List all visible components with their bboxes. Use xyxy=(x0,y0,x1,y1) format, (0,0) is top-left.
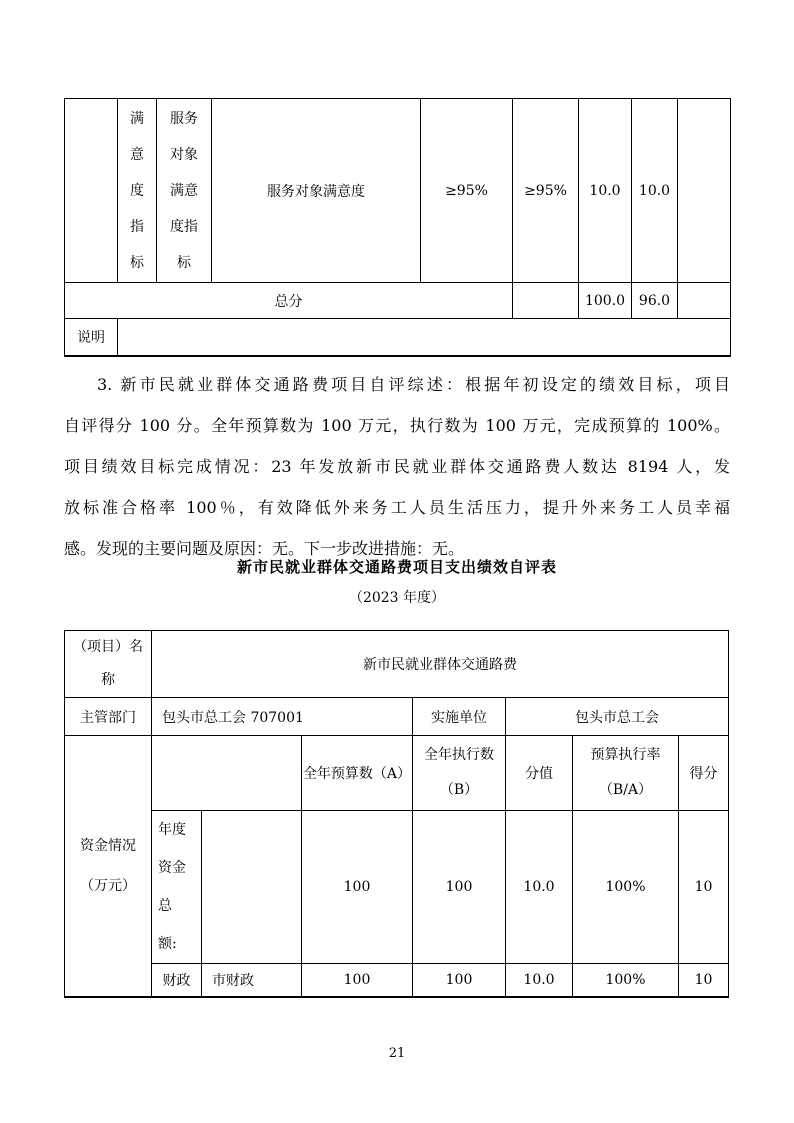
execution-header-cell xyxy=(413,736,506,811)
self-evaluation-summary xyxy=(64,364,730,569)
summary-line: 项目绩效目标完成情况：23 年发放新市民就业群体交通路费人数达 8194 人，发 xyxy=(64,457,730,476)
annual-total-label-line: 额: xyxy=(158,936,177,952)
finance-sublabel-cell: 市财政 xyxy=(202,964,302,997)
project-name-value-cell: 新市民就业群体交通路费 xyxy=(152,631,729,698)
actual-value-cell: ≥95% xyxy=(513,99,579,283)
subcategory-line: 度指 xyxy=(170,218,198,235)
note-content-cell xyxy=(118,319,731,356)
finance-label-cell: 财政 xyxy=(152,964,202,997)
summary-line: 3. 新市民就业群体交通路费项目自评综述：根据年初设定的绩效目标，项目 xyxy=(97,375,730,394)
score-cell: 10.0 xyxy=(579,99,632,283)
points-header-cell: 得分 xyxy=(679,736,729,811)
indicator-row xyxy=(65,99,731,283)
category-line: 满 xyxy=(130,110,144,127)
category-line: 意 xyxy=(130,146,144,163)
category-line: 度 xyxy=(130,182,144,199)
project-name-label-line: 称 xyxy=(101,672,115,688)
summary-line: 自评得分 100 分。全年预算数为 100 万元，执行数为 100 万元，完成预算的 100%。 xyxy=(64,416,730,435)
competent-dept-label-cell: 主管部门 xyxy=(65,698,152,736)
finance-points-cell: 10 xyxy=(679,964,729,997)
note-row xyxy=(65,319,731,356)
annual-total-label-line: 资金 xyxy=(158,860,186,876)
execution-header-line: 全年执行数 xyxy=(424,747,494,763)
funding-label-line: 资金情况 xyxy=(80,837,136,854)
annual-execution-cell: 100 xyxy=(413,811,506,964)
total-row xyxy=(65,283,731,319)
satisfaction-subcategory-cell xyxy=(157,99,212,283)
implementing-unit-value-cell: 包头市总工会 xyxy=(506,698,729,736)
note-label-cell: 说明 xyxy=(65,319,118,356)
finance-row xyxy=(65,964,729,997)
finance-budget-cell: 100 xyxy=(302,964,413,997)
total-trailing-cell xyxy=(678,283,731,319)
annual-score-cell: 10.0 xyxy=(506,811,573,964)
indicator-table xyxy=(64,98,731,357)
annual-budget-cell: 100 xyxy=(302,811,413,964)
finance-rate-cell: 100% xyxy=(573,964,679,997)
department-row xyxy=(65,698,729,736)
self-score-cell: 10.0 xyxy=(632,99,678,283)
total-score-cell: 100.0 xyxy=(579,283,632,319)
annual-total-blank-cell xyxy=(202,811,302,964)
table-subtitle: （2023 年度） xyxy=(348,590,446,606)
total-self-score-cell: 96.0 xyxy=(632,283,678,319)
funding-label-line: （万元） xyxy=(80,877,136,894)
annual-total-label-cell xyxy=(152,811,202,964)
indicator-name-cell: 服务对象满意度 xyxy=(212,99,421,283)
blank-trailing-cell xyxy=(678,99,731,283)
subcategory-line: 服务 xyxy=(170,110,198,127)
self-evaluation-table xyxy=(64,630,729,998)
budget-header-cell: 全年预算数（A） xyxy=(302,736,413,811)
rate-header-cell xyxy=(573,736,679,811)
score-header-cell: 分值 xyxy=(506,736,573,811)
funding-section-label-cell xyxy=(65,736,152,997)
project-name-row xyxy=(65,631,729,698)
funding-header-blank-cell xyxy=(152,736,302,811)
summary-line: 感。发现的主要问题及原因：无。下一步改进措施：无。 xyxy=(64,539,465,558)
annual-total-row xyxy=(65,811,729,964)
blank-category-cell xyxy=(65,99,118,283)
total-label-cell: 总分 xyxy=(65,283,513,319)
annual-points-cell: 10 xyxy=(679,811,729,964)
category-line: 标 xyxy=(130,254,144,271)
finance-score-cell: 10.0 xyxy=(506,964,573,997)
implementing-unit-label-cell: 实施单位 xyxy=(413,698,506,736)
execution-header-line: （B） xyxy=(439,782,479,798)
subcategory-line: 标 xyxy=(177,254,191,271)
table-title: 新市民就业群体交通路费项目支出绩效自评表 xyxy=(236,558,557,576)
project-name-label-cell xyxy=(65,631,152,698)
project-name-label-line: （项目）名 xyxy=(73,639,143,655)
target-value-cell: ≥95% xyxy=(421,99,513,283)
finance-execution-cell: 100 xyxy=(413,964,506,997)
annual-total-label-line: 总 xyxy=(158,898,172,914)
page-number: 21 xyxy=(388,1046,406,1061)
subcategory-line: 对象 xyxy=(170,146,198,163)
satisfaction-category-cell xyxy=(118,99,157,283)
total-blank-cell xyxy=(513,283,579,319)
annual-rate-cell: 100% xyxy=(573,811,679,964)
subcategory-line: 满意 xyxy=(170,182,198,199)
rate-header-line: （B/A） xyxy=(598,782,653,798)
rate-header-line: 预算执行率 xyxy=(590,747,661,763)
summary-line: 放标准合格率 100％，有效降低外来务工人员生活压力，提升外来务工人员幸福 xyxy=(64,498,730,517)
annual-total-label-line: 年度 xyxy=(158,822,186,838)
competent-dept-value-cell: 包头市总工会 707001 xyxy=(152,698,413,736)
funding-header-row xyxy=(65,736,729,811)
category-line: 指 xyxy=(130,218,144,235)
